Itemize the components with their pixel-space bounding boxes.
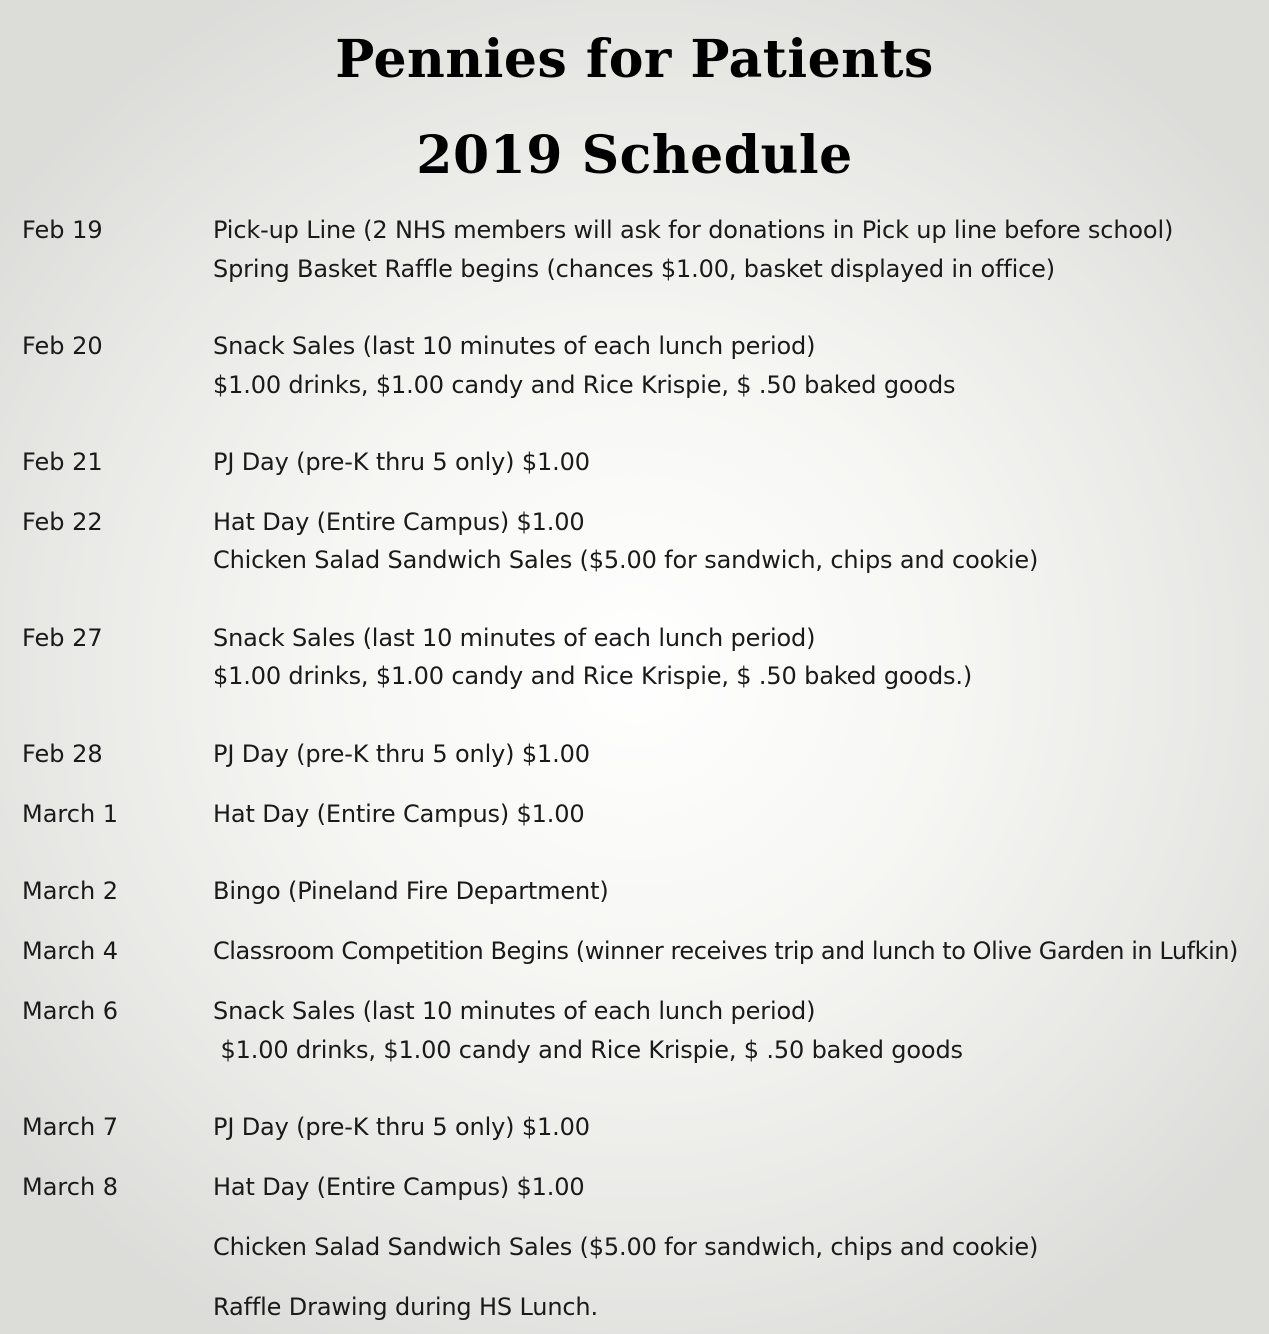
- schedule-item: $1.00 drinks, $1.00 candy and Rice Krispie, $ .50 baked goods: [213, 1036, 963, 1064]
- schedule-date: Feb 27: [22, 624, 103, 652]
- schedule-item: Snack Sales (last 10 minutes of each lunch period): [213, 624, 816, 652]
- schedule-item: Snack Sales (last 10 minutes of each lunch period): [213, 332, 816, 360]
- schedule-item: Chicken Salad Sandwich Sales ($5.00 for sandwich, chips and cookie): [213, 546, 1039, 574]
- schedule-item: Classroom Competition Begins (winner receives trip and lunch to Olive Garden in Lufkin): [213, 937, 1238, 965]
- schedule-item: Snack Sales (last 10 minutes of each lunch period): [213, 997, 816, 1025]
- schedule-item: $1.00 drinks, $1.00 candy and Rice Krispie, $ .50 baked goods.): [213, 662, 973, 690]
- schedule-date: Feb 20: [22, 332, 103, 360]
- title-line-1: Pennies for Patients: [335, 29, 934, 90]
- schedule-item: PJ Day (pre-K thru 5 only) $1.00: [213, 740, 590, 768]
- schedule-date: March 7: [22, 1113, 119, 1141]
- schedule-item: Hat Day (Entire Campus) $1.00: [213, 1173, 585, 1201]
- schedule-item: Bingo (Pineland Fire Department): [213, 877, 609, 905]
- schedule-item: Raffle Drawing during HS Lunch.: [213, 1293, 598, 1321]
- schedule-item: Hat Day (Entire Campus) $1.00: [213, 800, 585, 828]
- schedule-date: Feb 28: [22, 740, 103, 768]
- schedule-item: Hat Day (Entire Campus) $1.00: [213, 508, 585, 536]
- schedule-item: Spring Basket Raffle begins (chances $1.00, basket displayed in office): [213, 255, 1055, 283]
- schedule-item: $1.00 drinks, $1.00 candy and Rice Krispie, $ .50 baked goods: [213, 371, 956, 399]
- schedule-date: Feb 19: [22, 216, 103, 244]
- schedule-item: Chicken Salad Sandwich Sales ($5.00 for sandwich, chips and cookie): [213, 1233, 1039, 1261]
- schedule-item: Pick-up Line (2 NHS members will ask for donations in Pick up line before school): [213, 216, 1174, 244]
- schedule-date: March 6: [22, 997, 119, 1025]
- schedule-date: March 8: [22, 1173, 119, 1201]
- schedule-date: March 4: [22, 937, 119, 965]
- schedule-date: March 1: [22, 800, 119, 828]
- schedule-date: Feb 21: [22, 448, 103, 476]
- title-line-2: 2019 Schedule: [416, 125, 853, 186]
- schedule-item: PJ Day (pre-K thru 5 only) $1.00: [213, 448, 590, 476]
- schedule-item: PJ Day (pre-K thru 5 only) $1.00: [213, 1113, 590, 1141]
- schedule-date: March 2: [22, 877, 119, 905]
- schedule-date: Feb 22: [22, 508, 103, 536]
